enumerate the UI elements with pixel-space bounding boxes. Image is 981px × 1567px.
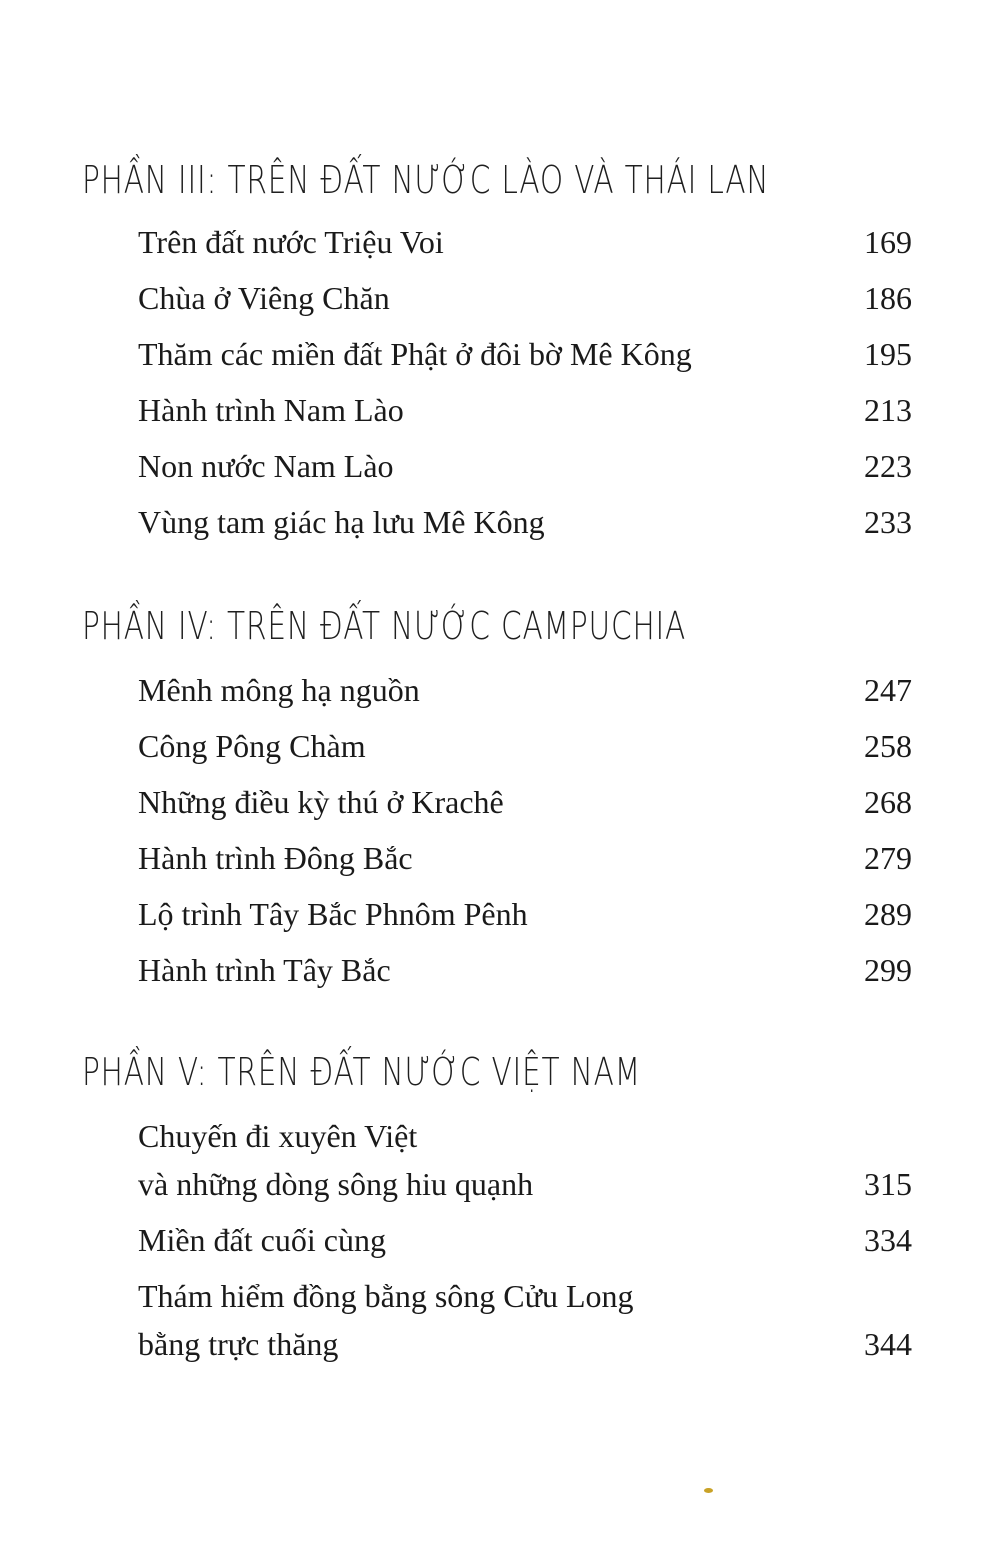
toc-entry-title: Hành trình Tây Bắc [138, 952, 391, 988]
toc-entry[interactable] [138, 386, 912, 434]
toc-entry[interactable] [138, 442, 912, 490]
toc-entry[interactable] [138, 722, 912, 770]
toc-entry-title: Trên đất nước Triệu Voi [138, 224, 444, 260]
ink-speck [704, 1488, 713, 1493]
toc-entry-title: Chùa ở Viêng Chăn [138, 280, 390, 316]
toc-entry-page: 223 [864, 448, 912, 484]
toc-entry[interactable] [138, 330, 912, 378]
toc-entry-title-line2: và những dòng sông hiu quạnh [138, 1166, 534, 1202]
toc-entry-title-line2: bằng trực thăng [138, 1326, 339, 1362]
part-heading-3: PHẦN III: TRÊN ĐẤT NƯỚC LÀO VÀ THÁI LAN [82, 158, 770, 202]
toc-entry-title-line1: Thám hiểm đồng bằng sông Cửu Long [138, 1278, 634, 1314]
toc-entry-title: Thăm các miền đất Phật ở đôi bờ Mê Kông [138, 336, 692, 372]
toc-entry-page: 233 [864, 504, 912, 540]
toc-entry-page: 186 [864, 280, 912, 316]
part-heading-5: PHẦN V: TRÊN ĐẤT NƯỚC VIỆT NAM [82, 1050, 641, 1094]
toc-entry[interactable] [138, 890, 912, 938]
toc-entry-page: 289 [864, 896, 912, 932]
toc-entry[interactable] [138, 778, 912, 826]
toc-entry-page: 213 [864, 392, 912, 428]
toc-entry[interactable] [138, 1112, 912, 1208]
toc-entry-title: Những điều kỳ thú ở Krachê [138, 784, 504, 820]
toc-entry-title: Non nước Nam Lào [138, 448, 394, 484]
toc-entry-title: Mênh mông hạ nguồn [138, 672, 420, 708]
toc-entry-page: 334 [864, 1222, 912, 1258]
part-heading-4: PHẦN IV: TRÊN ĐẤT NƯỚC CAMPUCHIA [82, 604, 687, 648]
toc-entry[interactable] [138, 274, 912, 322]
toc-entry[interactable] [138, 1272, 912, 1368]
toc-entry[interactable] [138, 666, 912, 714]
toc-entry[interactable] [138, 498, 912, 546]
toc-entry[interactable] [138, 218, 912, 266]
toc-entry[interactable] [138, 946, 912, 994]
toc-entry-page: 268 [864, 784, 912, 820]
toc-entry-page: 299 [864, 952, 912, 988]
toc-entry-page: 169 [864, 224, 912, 260]
toc-entry-page: 344 [864, 1326, 912, 1362]
toc-entry-title: Công Pông Chàm [138, 728, 366, 764]
toc-entry[interactable] [138, 1216, 912, 1264]
toc-entry-page: 247 [864, 672, 912, 708]
toc-entry-title: Miền đất cuối cùng [138, 1222, 386, 1258]
toc-entry-title: Vùng tam giác hạ lưu Mê Kông [138, 504, 545, 540]
toc-entry-title: Hành trình Nam Lào [138, 392, 404, 428]
toc-entry-page: 195 [864, 336, 912, 372]
toc-entry-page: 315 [864, 1166, 912, 1202]
toc-entry-title-line1: Chuyến đi xuyên Việt [138, 1118, 418, 1154]
toc-entry[interactable] [138, 834, 912, 882]
toc-entry-title: Hành trình Đông Bắc [138, 840, 413, 876]
toc-entry-title: Lộ trình Tây Bắc Phnôm Pênh [138, 896, 528, 932]
toc-entry-page: 279 [864, 840, 912, 876]
toc-entry-page: 258 [864, 728, 912, 764]
